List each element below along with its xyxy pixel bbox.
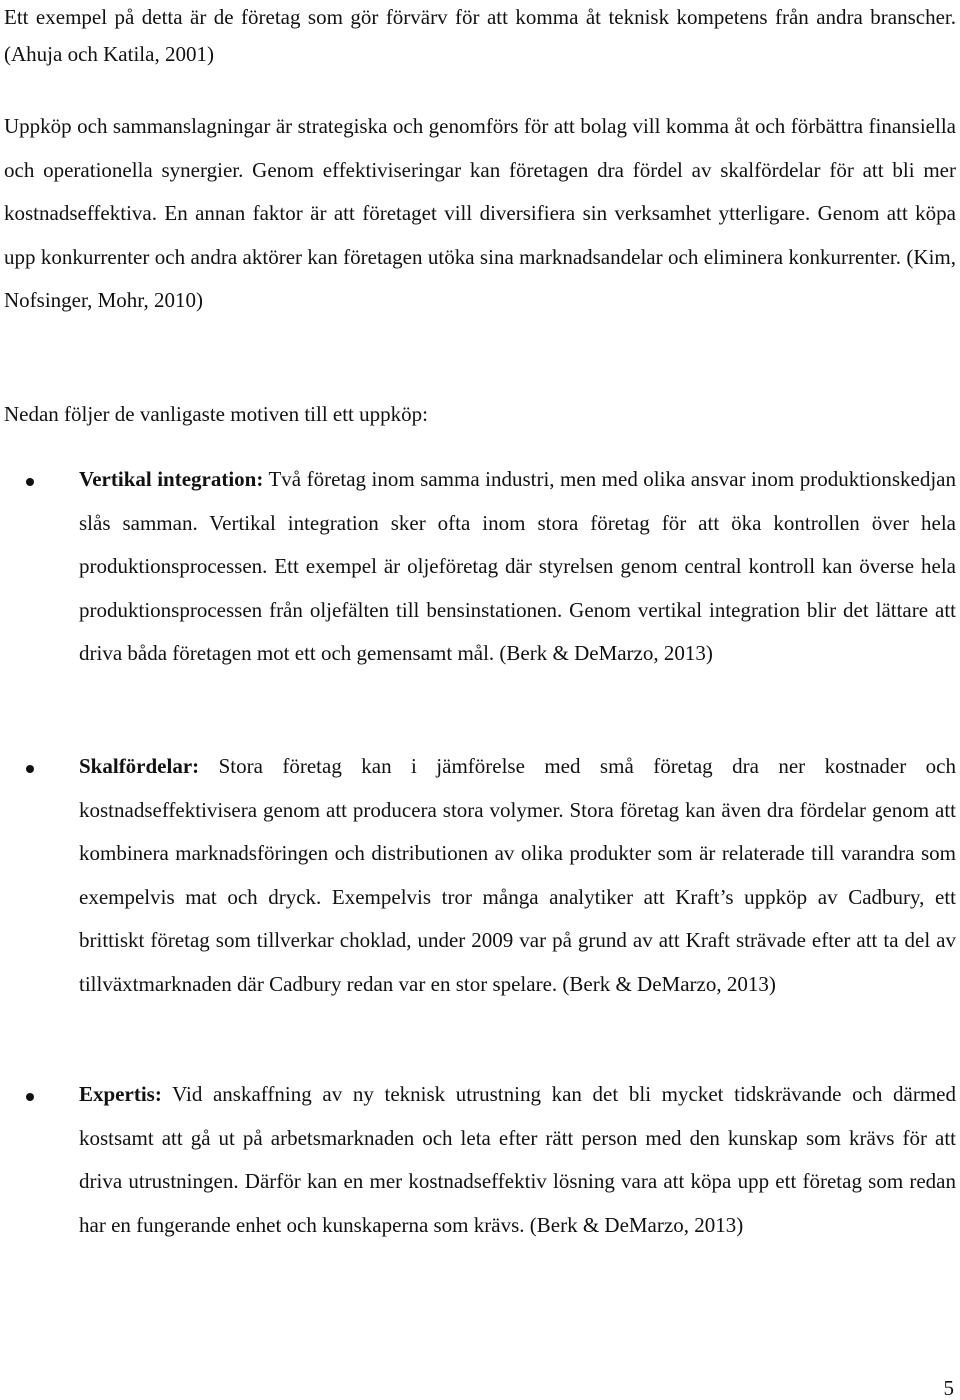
list-item-term: Vertikal integration:	[79, 467, 264, 491]
list-item-term: Expertis:	[79, 1082, 162, 1106]
paragraph-intro: Ett exempel på detta är de företag som gör förvärv för att komma åt teknisk kompetens från andra branscher. (Ahuja och Katila, 2001)	[4, 5, 956, 66]
list-item-text	[79, 1073, 956, 1247]
list-item-text	[79, 458, 956, 676]
bullet-dot-icon	[26, 1093, 34, 1101]
bullet-dot-icon	[26, 478, 34, 486]
list-item-body: Två företag inom samma industri, men med olika ansvar inom produktionskedjan slås samman. Vertikal integration sker ofta inom stora företag för att öka kontrollen över hela produktionsprocessen. Ett exempel är oljeföretag där styrelsen genom central kontroll kan överse hela produktionsprocessen från oljefälten till bensinstationen. Genom vertikal integration blir det lättare att driva båda företagen mot ett och gemensamt mål. (Berk & DeMarzo, 2013)	[79, 467, 957, 666]
bullet-dot-icon	[26, 765, 34, 773]
list-item-body: Vid anskaffning av ny teknisk utrustning kan det bli mycket tidskrävande och därmed kostsamt att gå ut på arbetsmarknaden och leta efter rätt person med den kunskap som krävs för att driva utrustningen. Därför kan en mer kostnadseffektiv lösning vara att köpa upp ett företag som redan har en fungerande enhet och kunskaperna som krävs. (Berk & DeMarzo, 2013)	[79, 1082, 956, 1237]
page-number: 5	[943, 1376, 954, 1400]
list-item-text	[79, 745, 956, 1007]
paragraph-list-intro: Nedan följer de vanligaste motiven till ett uppköp:	[4, 402, 428, 426]
list-item-body: Stora företag kan i jämförelse med små företag dra ner kostnader och kostnadseffektivisera genom att producera stora volymer. Stora företag kan även dra fördelar genom att kombinera marknadsföringen och distributionen av olika produkter som är relaterade till varandra som exempelvis mat och dryck. Exempelvis tror många analytiker att Kraft’s uppköp av Cadbury, ett brittiskt företag som tillverkar choklad, under 2009 var på grund av att Kraft strävade efter att ta del av tillväxtmarknaden där Cadbury redan var en stor spelare. (Berk & DeMarzo, 2013)	[79, 754, 956, 996]
paragraph-motives-overview: Uppköp och sammanslagningar är strategiska och genomförs för att bolag vill komma åt och förbättra finansiella och operationella synergier. Genom effektiviseringar kan företagen dra fördel av skalfördelar för att bli mer kostnadseffektiva. En annan faktor är att företaget vill diversifiera sin verksamhet ytterligare. Genom att köpa upp konkurrenter och andra aktörer kan företagen utöka sina marknadsandelar och eliminera konkurrenter. (Kim, Nofsinger, Mohr, 2010)	[4, 114, 956, 312]
list-item-term: Skalfördelar:	[79, 754, 200, 778]
